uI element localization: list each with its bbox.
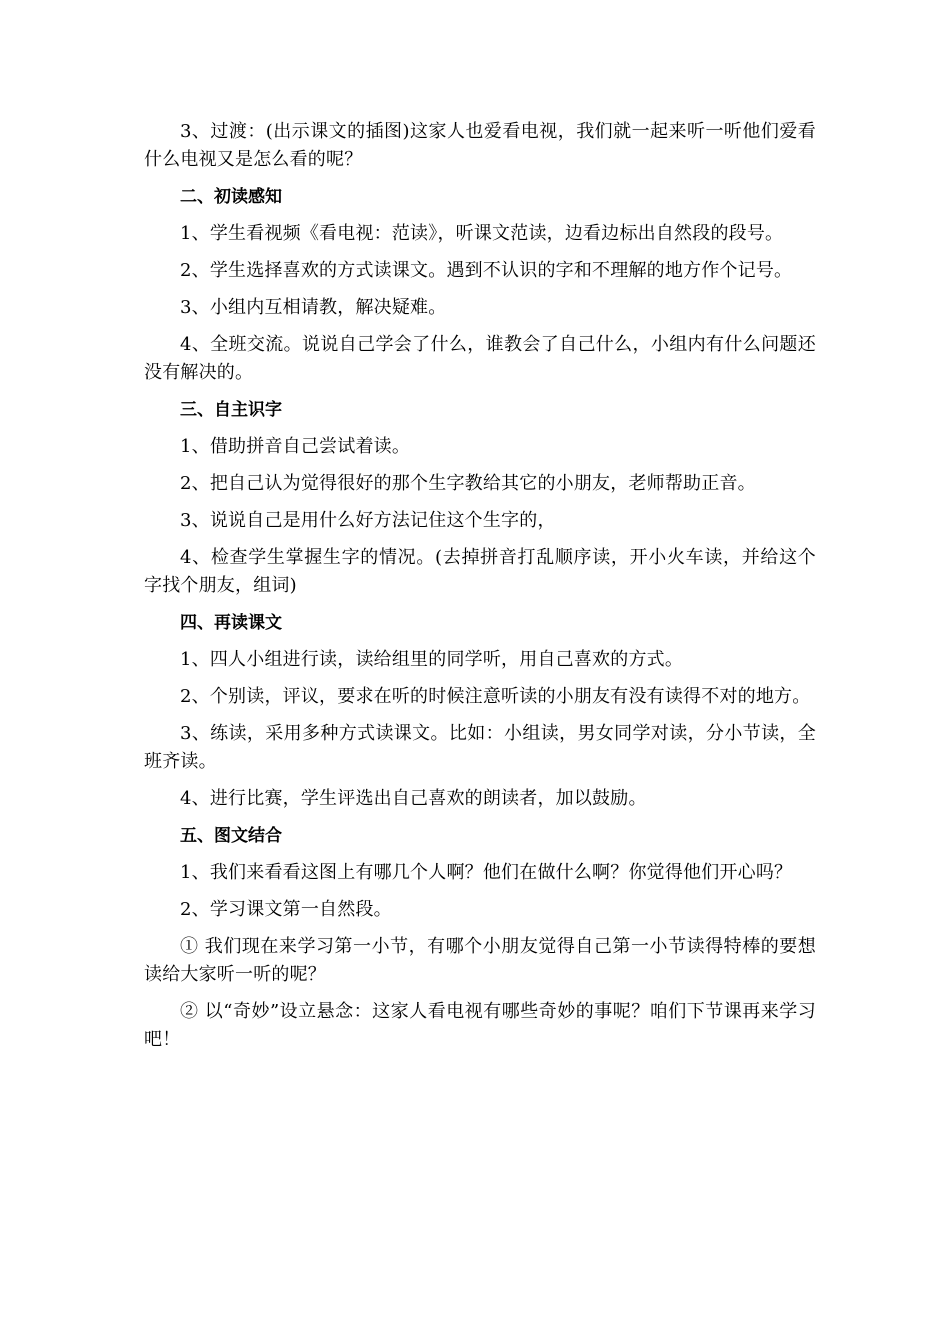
paragraph-transition: 3、过渡：(出示课文的插图)这家人也爱看电视，我们就一起来听一听他们爱看什么电视又是怎么看的呢？ [144, 121, 816, 170]
paragraph: 4、检查学生掌握生字的情况。(去掉拼音打乱顺序读，开小火车读，并给这个字找个朋友，组词) [144, 547, 816, 596]
section-heading-picture-text: 五、图文结合 [180, 826, 282, 846]
paragraph: 2、学习课文第一自然段。 [180, 899, 392, 920]
paragraph: 4、全班交流。说说自己学会了什么，谁教会了自己什么，小组内有什么问题还没有解决的。 [144, 334, 816, 383]
paragraph: 1、借助拼音自己尝试着读。 [180, 436, 411, 457]
section-heading-reread: 四、再读课文 [180, 613, 282, 633]
section-heading-first-reading: 二、初读感知 [180, 187, 282, 207]
paragraph: 3、练读，采用多种方式读课文。比如：小组读，男女同学对读，分小节读，全班齐读。 [144, 723, 816, 772]
paragraph: 3、说说自己是用什么好方法记住这个生字的， [180, 510, 556, 531]
section-heading-self-literacy: 三、自主识字 [180, 400, 282, 420]
paragraph: 2、学生选择喜欢的方式读课文。遇到不认识的字和不理解的地方作个记号。 [180, 260, 793, 281]
paragraph: 1、我们来看看这图上有哪几个人啊？他们在做什么啊？你觉得他们开心吗？ [180, 862, 793, 883]
paragraph: 3、小组内互相请教，解决疑难。 [180, 297, 447, 318]
paragraph: ② 以“奇妙”设立悬念：这家人看电视有哪些奇妙的事呢？咱们下节课再来学习吧！ [144, 1001, 816, 1050]
document-body [144, 118, 816, 1063]
paragraph: 4、进行比赛，学生评选出自己喜欢的朗读者，加以鼓励。 [180, 788, 647, 809]
paragraph: 1、四人小组进行读，读给组里的同学听，用自己喜欢的方式。 [180, 649, 684, 670]
paragraph: 2、把自己认为觉得很好的那个生字教给其它的小朋友，老师帮助正音。 [180, 473, 756, 494]
paragraph: 1、学生看视频《看电视：范读》，听课文范读，边看边标出自然段的段号。 [180, 223, 784, 244]
paragraph: ① 我们现在来学习第一小节，有哪个小朋友觉得自己第一小节读得特棒的要想读给大家听一听的呢？ [144, 936, 816, 985]
paragraph: 2、个别读，评议，要求在听的时候注意听读的小朋友有没有读得不对的地方。 [180, 686, 811, 707]
